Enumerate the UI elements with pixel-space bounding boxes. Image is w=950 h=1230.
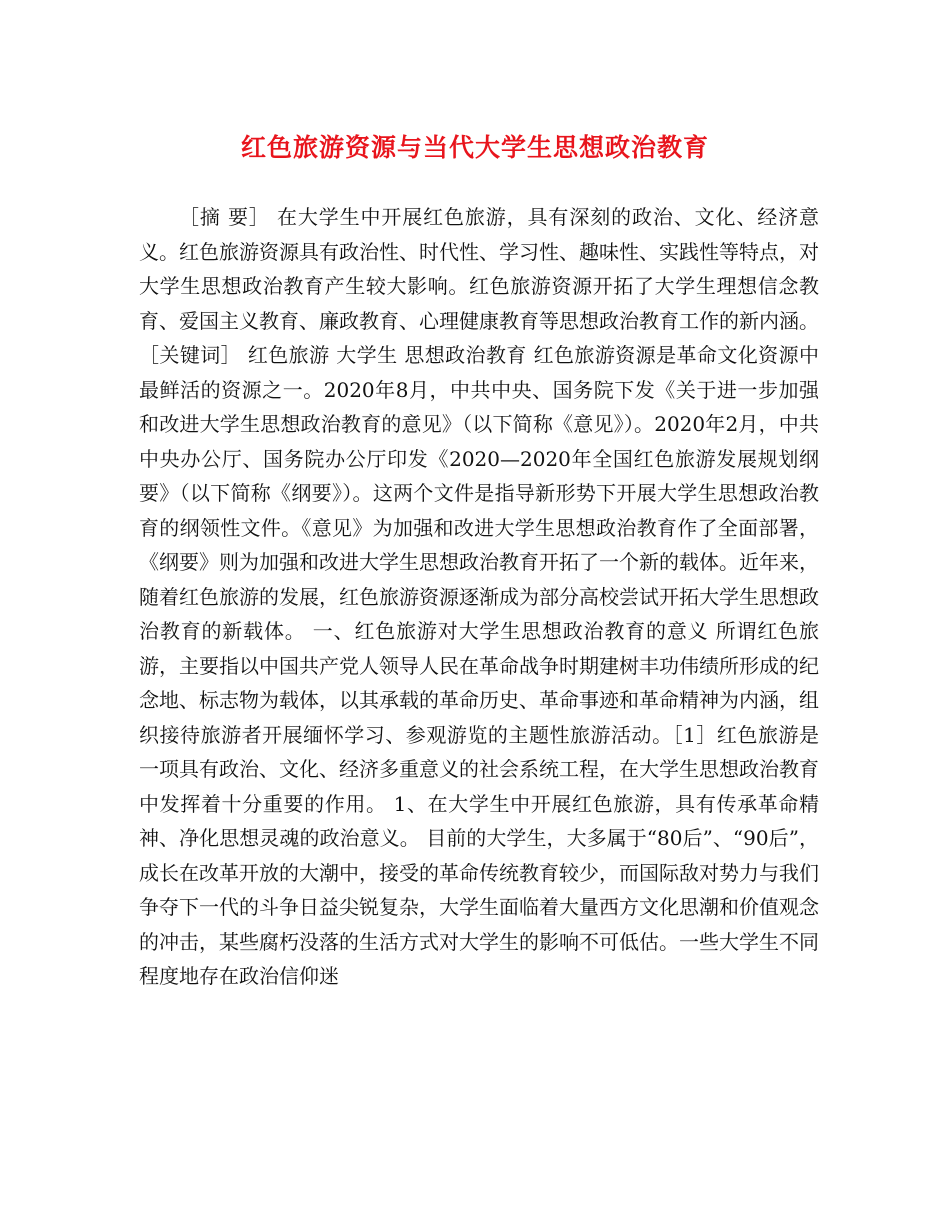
document-body-text: ［摘 要］ 在大学生中开展红色旅游，具有深刻的政治、文化、经济意义。红色旅游资源具有政治性、时代性、学习性、趣味性、实践性等特点，对大学生思想政治教育产生较大影响。红色旅游资源开拓了大学生理想信念教育、爱国主义教育、廉政教育、心理健康教育等思想政治教育工作的新内涵。 ［关键词］ 红色旅游 大学生 思想政治教育 红色旅游资源是革命文化资源中最鲜活的资源之一。2020年8月，中共中央、国务院下发《关于进一步加强和改进大学生思想政治教育的意见》（以下简称《意见》）。2020年2月，中共中央办公厅、国务院办公厅印发《2020—2020年全国红色旅游发展规划纲要》（以下简称《纲要》）。这两个文件是指导新形势下开展大学生思想政治教育的纲领性文件。《意见》为加强和改进大学生思想政治教育作了全面部署，《纲要》则为加强和改进大学生思想政治教育开拓了一个新的载体。近年来，随着红色旅游的发展，红色旅游资源逐渐成为部分高校尝试开拓大学生思想政治教育的新载体。 一、红色旅游对大学生思想政治教育的意义 所谓红色旅游，主要指以中国共产党人领导人民在革命战争时期建树丰功伟绩所形成的纪念地、标志物为载体，以其承载的革命历史、革命事迹和革命精神为内涵，组织接待旅游者开展缅怀学习、参观游览的主题性旅游活动。［1］红色旅游是一项具有政治、文化、经济多重意义的社会系统工程，在大学生思想政治教育中发挥着十分重要的作用。 1、在大学生中开展红色旅游，具有传承革命精神、净化思想灵魂的政治意义。 目前的大学生，大多属于“80后”、“90后”，成长在改革开放的大潮中，接受的革命传统教育较少，而国际敌对势力与我们争夺下一代的斗争日益尖锐复杂，大学生面临着大量西方文化思潮和价值观念的冲击，某些腐朽没落的生活方式对大学生的影响不可低估。一些大学生不同程度地存在政治信仰迷 bbox=[139, 205, 819, 988]
document-title: 红色旅游资源与当代大学生思想政治教育 bbox=[240, 133, 709, 162]
